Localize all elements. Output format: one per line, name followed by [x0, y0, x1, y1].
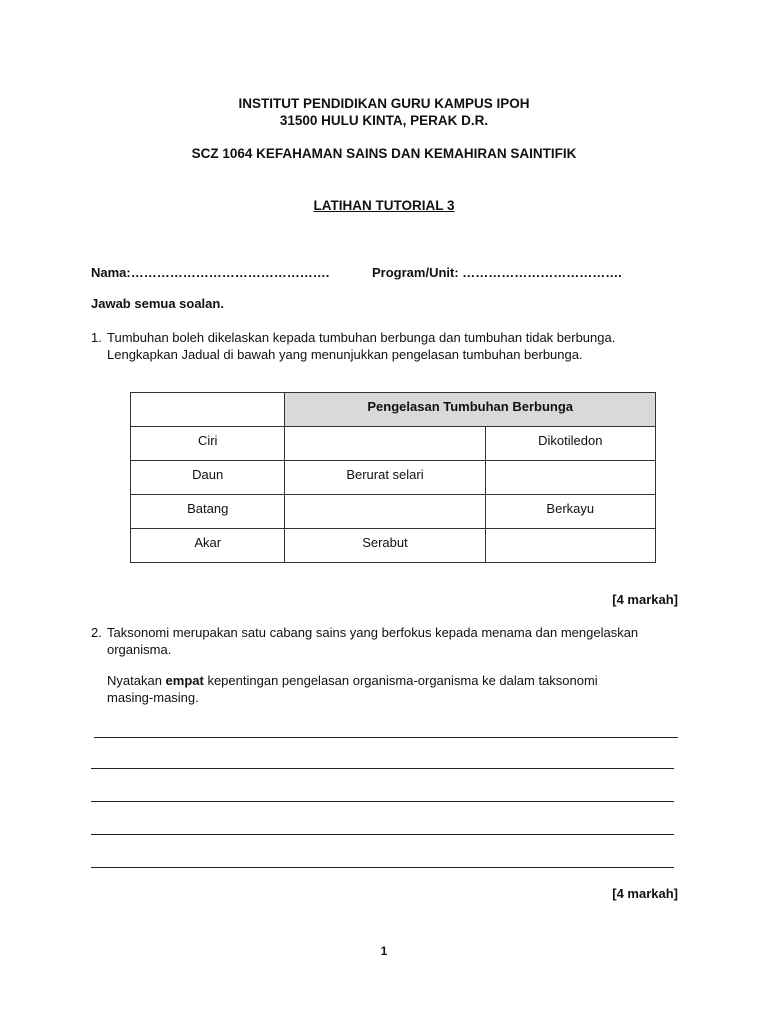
answer-line[interactable] — [94, 737, 678, 738]
marks-label: [4 markah] — [612, 886, 678, 901]
name-field: Nama:………………………………………. — [91, 265, 330, 280]
prompt-text: masing-masing. — [107, 690, 199, 705]
course-title: SCZ 1064 KEFAHAMAN SAINS DAN KEMAHIRAN SAINTIFIK — [191, 146, 577, 161]
marks-label: [4 markah] — [612, 592, 678, 607]
table-row — [131, 495, 656, 529]
question-text: organisma. — [107, 642, 172, 657]
question-text: Tumbuhan boleh dikelaskan kepada tumbuhan berbunga dan tumbuhan tidak berbunga. — [107, 330, 616, 345]
table-cell: Ciri — [131, 427, 285, 461]
table-header: Pengelasan Tumbuhan Berbunga — [285, 393, 656, 427]
table-header-row — [131, 393, 656, 427]
prompt-emphasis: empat — [165, 673, 204, 688]
answer-line[interactable] — [91, 768, 674, 769]
table-cell: Batang — [131, 495, 285, 529]
answer-line[interactable] — [91, 867, 674, 868]
instruction: Jawab semua soalan. — [91, 296, 224, 311]
question-text: Lengkapkan Jadual di bawah yang menunjukkan pengelasan tumbuhan berbunga. — [107, 347, 583, 362]
program-field: Program/Unit: ………………………………. — [372, 265, 622, 280]
table-cell — [485, 529, 655, 563]
question-text: Taksonomi merupakan satu cabang sains yang berfokus kepada menama dan mengelaskan — [107, 625, 639, 640]
institution-name: INSTITUT PENDIDIKAN GURU KAMPUS IPOH — [238, 96, 530, 111]
question-number: 1. — [91, 330, 102, 345]
table-row — [131, 529, 656, 563]
table-cell: Akar — [131, 529, 285, 563]
table-cell: Serabut — [285, 529, 485, 563]
table-cell: Berkayu — [485, 495, 655, 529]
prompt-text: Nyatakan — [107, 673, 166, 688]
table-cell — [485, 461, 655, 495]
answer-line[interactable] — [91, 834, 674, 835]
table-row — [131, 427, 656, 461]
table-cell — [285, 427, 485, 461]
header-block — [0, 95, 768, 129]
prompt-text: kepentingan pengelasan organisma-organisma ke dalam taksonomi — [203, 673, 598, 688]
table-row — [131, 461, 656, 495]
classification-table — [130, 392, 656, 563]
document-title: LATIHAN TUTORIAL 3 — [313, 198, 455, 213]
table-cell: Daun — [131, 461, 285, 495]
table-cell: Berurat selari — [285, 461, 485, 495]
answer-line[interactable] — [91, 801, 674, 802]
table-cell — [285, 495, 485, 529]
table-cell — [131, 393, 285, 427]
institution-address: 31500 HULU KINTA, PERAK D.R. — [279, 113, 489, 128]
page-number: 1 — [380, 944, 388, 958]
question-number: 2. — [91, 625, 102, 640]
table-cell: Dikotiledon — [485, 427, 655, 461]
question-2-prompt — [107, 672, 687, 706]
